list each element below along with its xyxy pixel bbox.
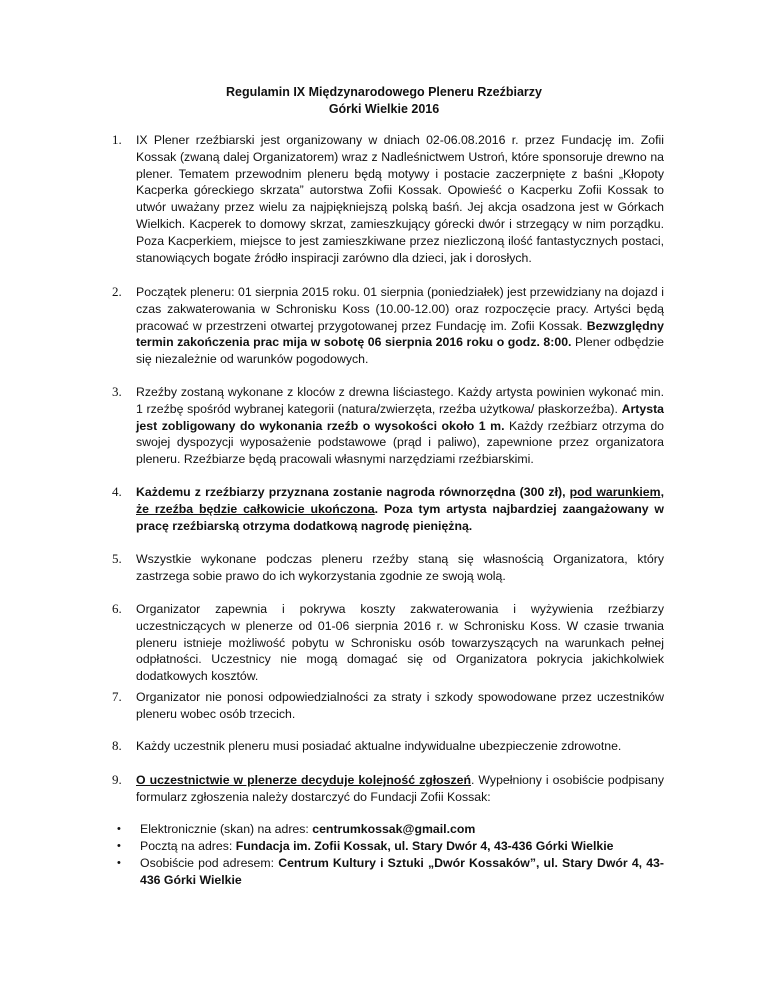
bullet-item-post: [140, 838, 664, 855]
item-number: 3.: [112, 384, 122, 399]
list-item: [106, 284, 664, 368]
item-number: 6.: [112, 601, 122, 616]
item-number: 5.: [112, 551, 122, 566]
bullet-item-in-person: [140, 855, 664, 889]
item-text: Wszystkie wykonane podczas pleneru rzeźby staną się własnością Organizatora, który zastrzega sobie prawo do ich wykorzystania zgodnie ze swoją wolą.: [136, 552, 664, 583]
item-text: Organizator nie ponosi odpowiedzialności za straty i szkody spowodowane przez uczestników pleneru wobec osób trzecich.: [136, 690, 664, 721]
item-number: 7.: [112, 689, 122, 704]
bullet-label: Elektronicznie (skan) na adres:: [140, 822, 313, 836]
item-number: 8.: [112, 738, 122, 753]
document-title-line2: Górki Wielkie 2016: [328, 102, 440, 116]
bullet-label: Osobiście pod adresem:: [140, 856, 279, 870]
email-address: centrumkossak@gmail.com: [312, 822, 476, 836]
list-item: [106, 551, 664, 585]
list-item: [106, 384, 664, 468]
list-item: [106, 601, 664, 685]
height-requirement-text: Artysta jest zobligowany do wykonania rzeźb o wysokości około 1 m.: [136, 401, 664, 433]
postal-address: Fundacja im. Zofii Kossak, ul. Stary Dwór 4, 43-436 Górki Wielkie: [235, 839, 614, 853]
item-number: 1.: [112, 132, 122, 147]
in-person-address: Centrum Kultury i Sztuki „Dwór Kossaków”, ul. Stary Dwór 4, 43-436 Górki Wielkie: [140, 856, 664, 887]
list-item: [106, 689, 664, 723]
application-order-text: O uczestnictwie w plenerze decyduje kolejność zgłoszeń: [136, 773, 471, 787]
bullet-item-email: [140, 821, 664, 838]
item-number: 2.: [112, 284, 122, 299]
list-item: [106, 772, 664, 806]
list-item: [106, 484, 664, 534]
item-text: Każdy uczestnik pleneru musi posiadać aktualne indywidualne ubezpieczenie zdrowotne.: [136, 739, 622, 753]
item-text: Plener odbędzie się niezależnie od warunków pogodowych.: [136, 335, 664, 367]
bullet-label: Pocztą na adres:: [140, 839, 236, 853]
deadline-text: Bezwzględny termin zakończenia prac mija w sobotę 06 sierpnia 2016 roku o godz. 8:00.: [136, 318, 664, 350]
list-item: [106, 738, 664, 755]
item-number: 4.: [112, 484, 122, 499]
item-text: Każdy rzeźbiarz otrzyma do swojej dyspozycji wyposażenie podstawowe (prąd i paliwo), zapewnione przez organizatora pleneru. Rzeźbiarze będą pracowali własnymi narzędziami rzeźbiarskimi.: [136, 418, 664, 467]
condition-text: pod warunkiem, że rzeźba będzie całkowicie ukończona: [136, 485, 664, 516]
item-text: . Wypełniony i osobiście podpisany formularz zgłoszenia należy dostarczyć do Fundacji Zofii Kossak:: [136, 773, 664, 804]
item-text: IX Plener rzeźbiarski jest organizowany w dniach 02-06.08.2016 r. przez Fundację im. Zofii Kossak (zwaną dalej Organizatorem) wraz z Nadleśnictwem Ustroń, które sponsoruje drewno na plener. Tematem przewodnim pleneru będą motywy i postacie zaczerpnięte z baśni „Kłopoty Kacperka góreckiego skrzata” autorstwa Zofii Kossak. Opowieść o Kacperku Zofii Kossak to utwór uważany przez wielu za najpiękniejszą polską baśń. Jej akcja osadzona jest w Górkach Wielkich. Kacperek to domowy skrzat, zamieszkujący górecki dwór i strzegący w nim porządku. Poza Kacperkiem, miejsce to jest zamieszkiwane przez niezliczoną ilość fantastycznych postaci, stanowiących bogate źródło inspiracji zarówno dla dzieci, jak i dorosłych.: [136, 133, 664, 265]
item-text: Początek pleneru: 01 sierpnia 2015 roku. 01 sierpnia (poniedziałek) jest przewidziany na dojazd i czas zakwaterowania w Schronisku Koss (10.00-12.00) oraz rozpoczęcie pracy. Artyści będą pracować w przestrzeni otwartej przygotowanej przez Fundację im. Zofii Kossak.: [136, 285, 664, 333]
item-text: Organizator zapewnia i pokrywa koszty zakwaterowania i wyżywienia rzeźbiarzy uczestniczących w plenerze od 01-06 sierpnia 2016 r. w Schronisku Koss. W czasie trwania pleneru istnieje możliwość pobytu w Schronisku osób towarzyszących na warunkach pełnej odpłatności. Uczestnicy nie mogą domagać się od Organizatora pokrycia jakichkolwiek dodatkowych kosztów.: [136, 602, 664, 684]
document-title-line1: Regulamin IX Międzynarodowego Pleneru Rzeźbiarzy: [225, 85, 543, 99]
bullet-icon: •: [117, 857, 121, 869]
item-text: Rzeźby zostaną wykonane z kloców z drewna liściastego. Każdy artysta powinien wykonać min. 1 rzeźbę spośród wybranej kategorii (natura/zwierzęta, rzeźba użytkowa/ płaskorzeźba).: [136, 385, 664, 416]
list-item: [106, 132, 664, 266]
item-text: Każdemu z rzeźbiarzy przyznana zostanie nagroda równorzędna (300 zł),: [136, 485, 570, 499]
item-text: . Poza tym artysta najbardziej zaangażowany w pracę rzeźbiarską otrzyma dodatkową nagrodę pieniężną.: [136, 501, 664, 533]
bullet-icon: •: [117, 823, 121, 835]
item-number: 9.: [112, 772, 122, 787]
bullet-icon: •: [117, 840, 121, 852]
